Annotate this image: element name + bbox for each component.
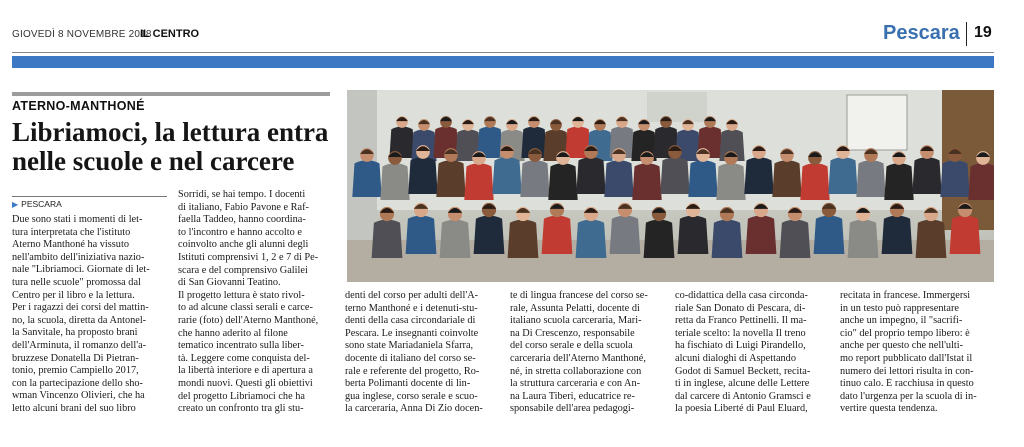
group-photo-illustration — [347, 90, 994, 282]
article-text-line: letto alcuni brani del suo libro — [12, 402, 136, 414]
article-text-line: dal carcere di Antonio Gramsci e — [675, 390, 811, 402]
article-text-line: del progetto Libriamoci che ha — [178, 390, 305, 402]
article-text-line: mo report pubblicato dall'Istat il — [840, 352, 973, 364]
headline-line: Libriamoci, la lettura entra — [12, 117, 329, 147]
dateline — [12, 199, 62, 209]
article-text-line: in un testo può rappresentare — [840, 302, 959, 314]
article-text-line: no, la scuola, diretta da Antonel- — [12, 314, 147, 326]
article-text-line: italiano scuola carceraria, Mari- — [510, 315, 642, 327]
article-text-line: di San Giovanni Teatino. — [178, 277, 281, 289]
dateline-marker-icon: ▶ — [12, 200, 19, 209]
article-text-line: denti della casa circondariale di — [345, 315, 476, 327]
article-text-line: tematico incentrato sulla liber- — [178, 340, 304, 352]
article-column-5 — [675, 290, 833, 416]
article-text-line: to ad alcune classi serali e carce- — [178, 302, 313, 314]
article-text-line: creato un confronto tra gli stu- — [178, 403, 304, 415]
article-text-line: recitata in francese. Immergersi — [840, 290, 971, 301]
article-text-line: di italiano, Fabio Pavone e Raf- — [178, 201, 309, 213]
article-text-line: tura interpretata che l'istituto — [12, 226, 131, 238]
article-kicker: ATERNO-MANTHONÉ — [12, 99, 145, 113]
article-text-line: ha fischiato di Luigi Pirandello, — [675, 340, 806, 352]
article-text-line: teriale scelto: la novella Il treno — [675, 327, 806, 339]
article-text-line: Centro per il libro e la lettura. — [12, 289, 135, 301]
article-text-line: tura nelle scuole" promossa dal — [12, 276, 141, 288]
article-text-line: del corso serale e della scuola — [510, 340, 633, 352]
article-text-line: dell'Arminuta, il romanzo dell'a- — [12, 339, 147, 351]
section-color-band — [12, 56, 994, 68]
newspaper-name: IL CENTRO — [140, 28, 200, 40]
article-text-line: sponsabile dell'area pedagogi- — [510, 403, 635, 415]
article-text-line: na Laura Tiberi, educatrice re- — [510, 390, 635, 402]
article-text-line: tonio, premio Campiello 2017, — [12, 365, 139, 377]
article-text-line: sono state Mariadaniela Sfarra, — [345, 340, 474, 352]
section-title: Pescara — [883, 22, 960, 44]
dateline-rule — [12, 196, 167, 197]
article-text-line: Godot di Samuel Beckett, recita- — [675, 365, 811, 377]
article-text-line: rale e referente del progetto, Ro- — [345, 365, 480, 377]
article-text-line: bruzzese Donatella Di Pietran- — [12, 352, 139, 364]
article-text-line: retta da Franco Pettinelli. Il ma- — [675, 315, 807, 327]
article-text-line: Il progetto lettura è stato rivol- — [178, 289, 305, 301]
article-text-line: carceraria dell'Aterno Manthoné, — [510, 352, 646, 364]
article-text-line: Due sono stati i momenti di let- — [12, 214, 143, 225]
article-text-line: Per i ragazzi dei corsi del mattin- — [12, 302, 149, 314]
article-column-4 — [510, 290, 668, 416]
article-text-line: alcuni dialoghi di Aspettando — [675, 352, 796, 364]
article-text-line: che hanno aderito al filone — [178, 327, 288, 339]
page-number: 19 — [974, 24, 992, 41]
article-text-line: rarie (foto) dell'Aterno Manthoné, — [178, 314, 319, 326]
article-text-line: docente di italiano del corso se- — [345, 352, 476, 364]
article-column-2 — [178, 189, 338, 416]
article-photo — [347, 90, 994, 282]
article-text-line: vertire questa tendenza. — [840, 403, 938, 415]
article-text-line: denti del corso per adulti dell'A- — [345, 290, 479, 301]
article-text-line: tà. Leggere come conquista del- — [178, 352, 310, 364]
article-text-line: Aterno Manthoné ha vissuto — [12, 239, 129, 251]
article-text-line: to l'incontro e hanno accolto e — [178, 226, 302, 238]
article-text-line: na Di Crescenzo, responsabile — [510, 327, 635, 339]
article-text-line: faella Taddeo, hanno coordina- — [178, 214, 306, 226]
article-text-line: nale "Libriamoci. Giornate di let- — [12, 264, 150, 276]
article-text-line: wman Vincenzo Olivieri, che ha — [12, 390, 145, 402]
article-text-line: anche per questo che nell'ulti- — [840, 340, 964, 352]
article-text-line: né, in stretta collaborazione con — [510, 365, 642, 377]
article-text-line: gua inglese, corso serale e scuo- — [345, 390, 478, 402]
article-text-line: anche un impegno, il "sacrifi- — [840, 315, 963, 327]
article-text-line: la libertà interiore e di apertura a — [178, 365, 313, 377]
article-text-line: la carceraria, Anna Di Zio docen- — [345, 403, 483, 415]
article-text-line: berta Polimanti docente di lin- — [345, 378, 471, 390]
article-text-line: ti in inglese, alcune delle Lettere — [675, 378, 810, 390]
article-text-line: la Sanvitale, ha proposto brani — [12, 327, 138, 339]
article-text-line: Istituti comprensivi 1, 2 e 7 di Pe- — [178, 251, 319, 263]
dateline-text: PESCARA — [21, 199, 62, 209]
article-text-line: te di lingua francese del corso se- — [510, 290, 648, 301]
header-rule — [12, 52, 994, 53]
article-column-6 — [840, 290, 998, 416]
article-text-line: coinvolto anche gli alunni degli — [178, 239, 309, 251]
article-text-line: rale, Assunta Pelatti, docente di — [510, 302, 640, 314]
article-text-line: numero dei lettori risulta in con- — [840, 365, 974, 377]
article-text-line: tinuo calo. È racchiusa in questo — [840, 378, 974, 390]
article-text-line: nell'ambito dell'iniziativa nazio- — [12, 251, 145, 263]
article-text-line: scara e del comprensivo Galilei — [178, 264, 308, 276]
issue-date: GIOVEDÌ 8 NOVEMBRE 2018 — [12, 29, 152, 40]
article-text-line: cio" del proprio tempo libero: è — [840, 327, 970, 339]
article-text-line: la struttura carceraria e con An- — [510, 378, 641, 390]
article-headline — [12, 118, 342, 176]
article-text-line: Sorridi, se hai tempo. I docenti — [178, 189, 306, 200]
kicker-bar — [12, 92, 330, 96]
article-text-line: con la partecipazione dello sho- — [12, 377, 143, 389]
header-divider — [966, 22, 967, 46]
headline-line: nelle scuole e nel carcere — [12, 146, 295, 176]
article-text-line: riale San Donato di Pescara, di- — [675, 302, 806, 314]
article-text-line: co-didattica della casa circonda- — [675, 290, 808, 301]
article-text-line: mondi nuovi. Questi gli obiettivi — [178, 377, 313, 389]
article-text-line: terno Manthoné e i detenuti-stu- — [345, 302, 478, 314]
article-text-line: Pescara. Le insegnanti coinvolte — [345, 327, 479, 339]
article-column-3 — [345, 290, 503, 416]
article-text-line: la poesia Liberté di Paul Eluard, — [675, 403, 808, 415]
article-text-line: dato l'urgenza per la scuola di in- — [840, 390, 977, 402]
article-column-1 — [12, 214, 167, 416]
